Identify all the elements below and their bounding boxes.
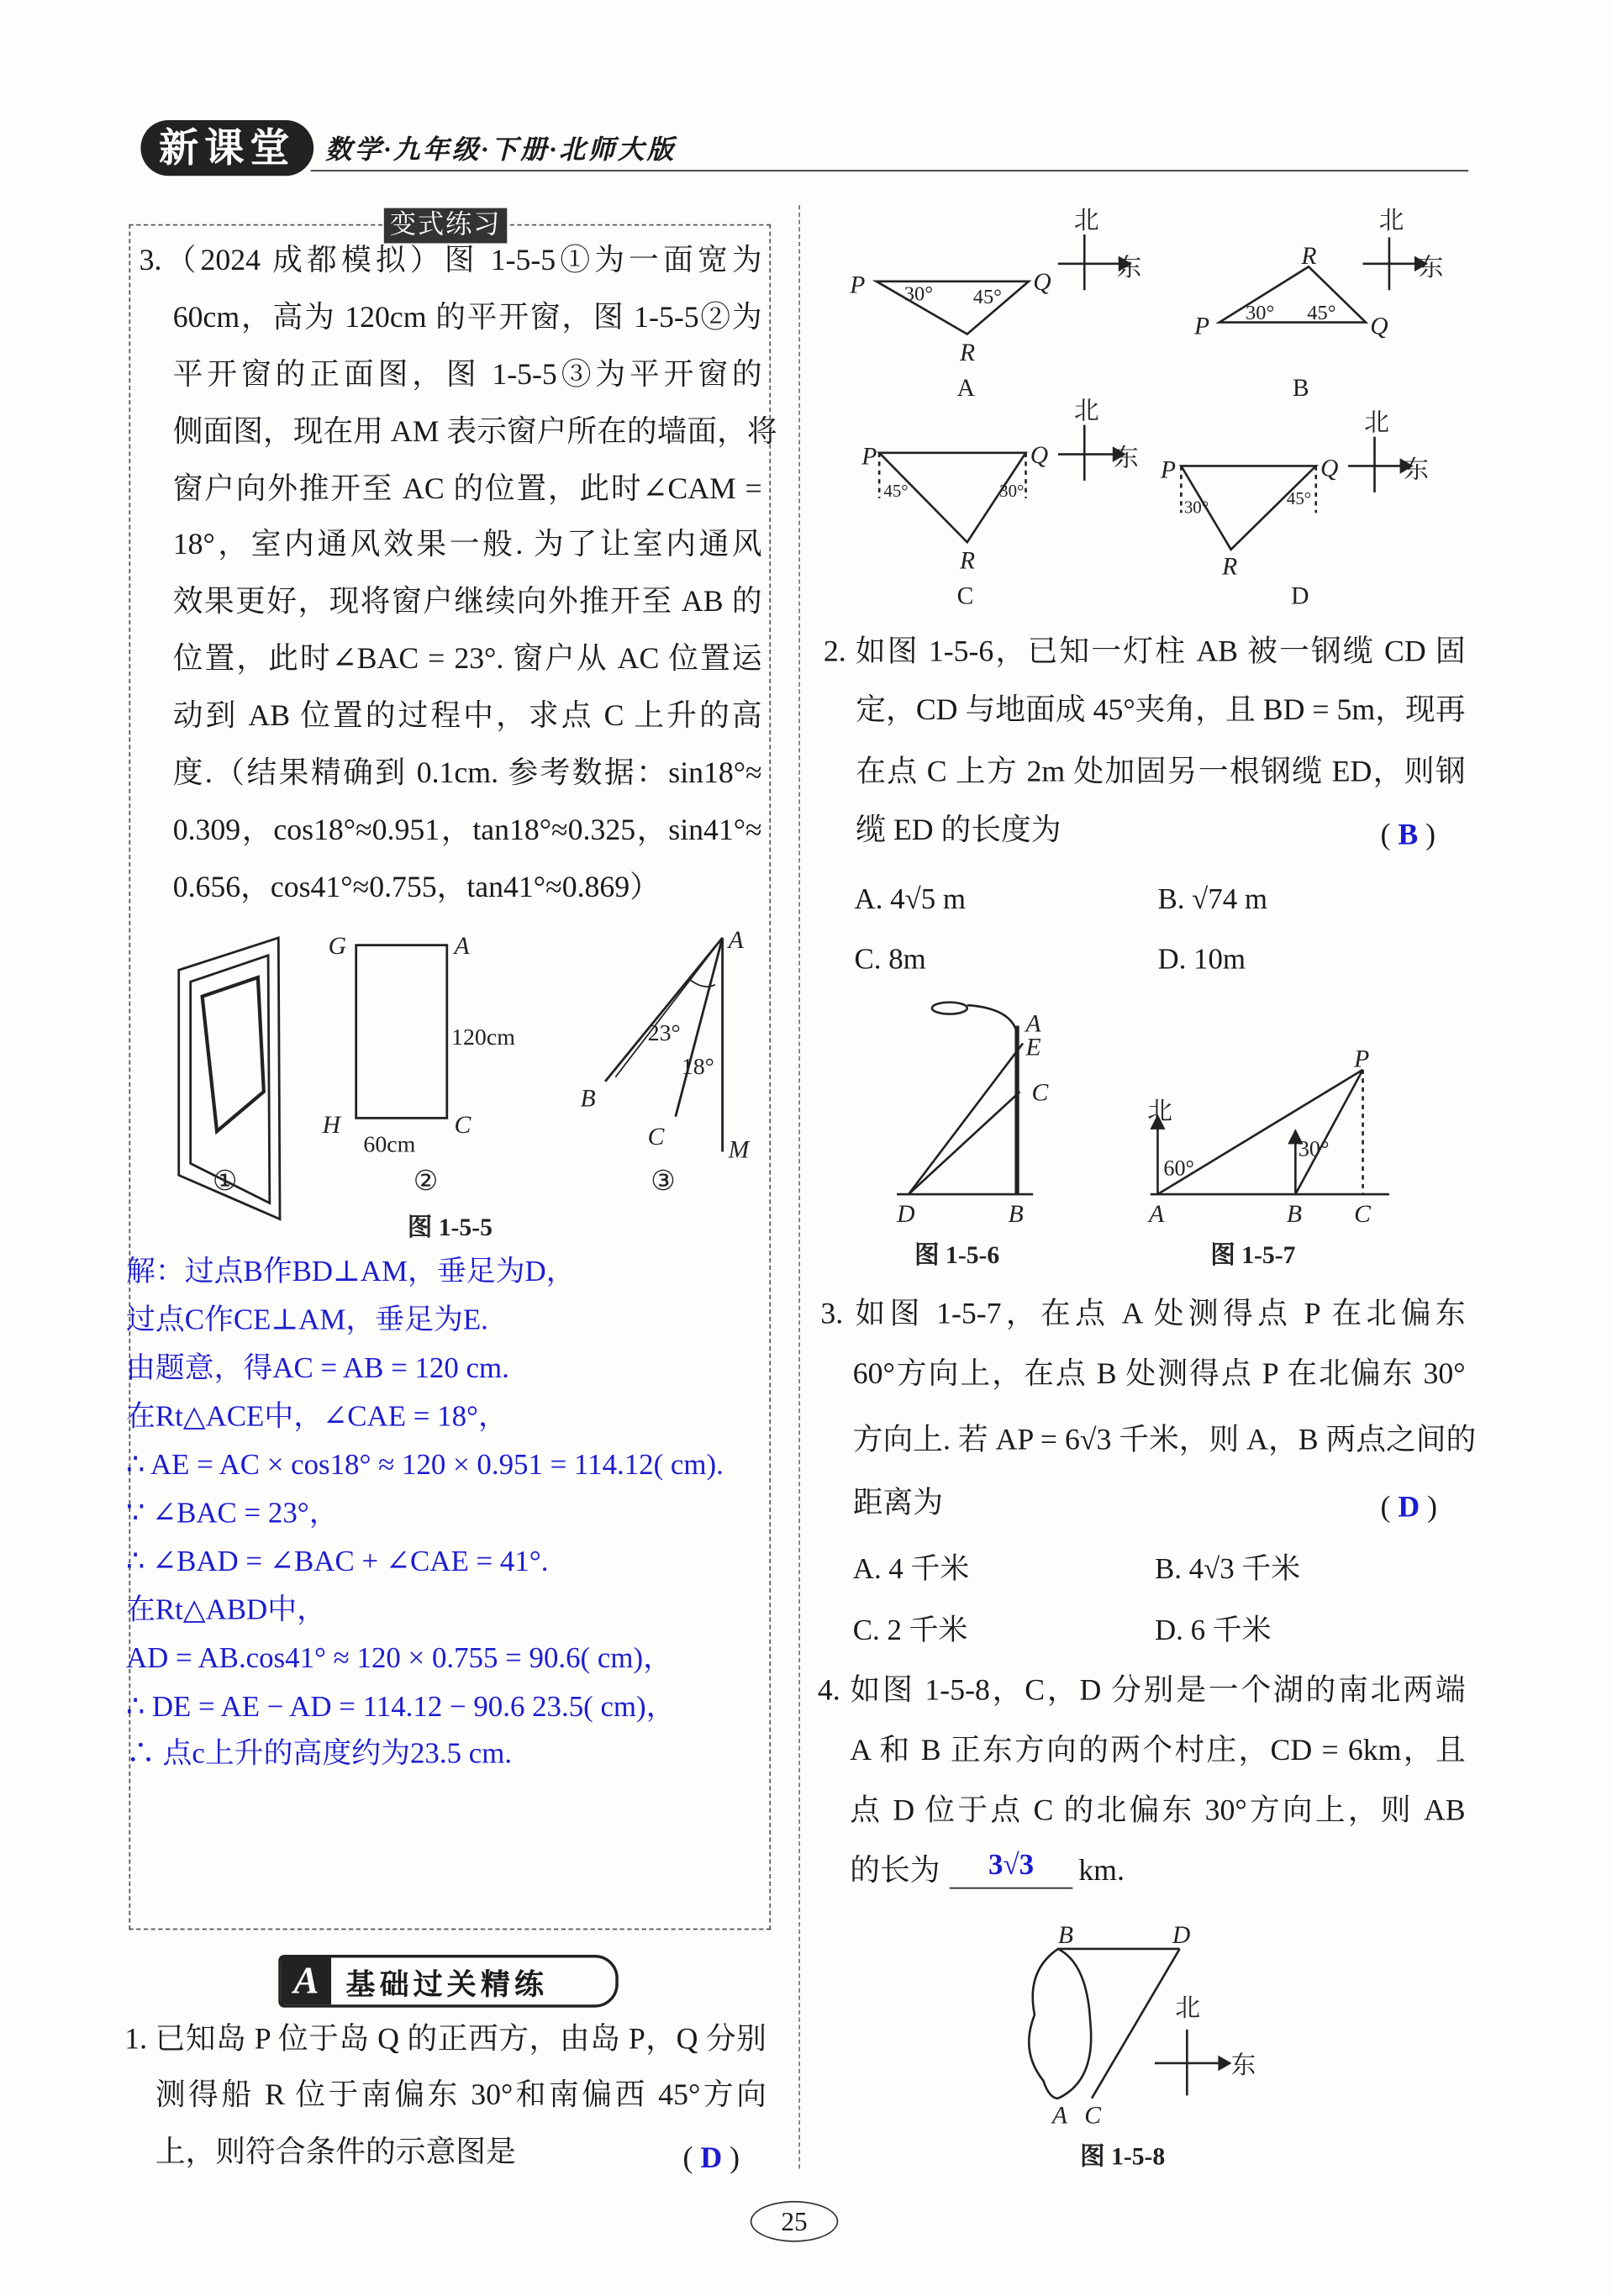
text-line: 位置，此时∠BAC = 23°. 窗户从 AC 位置运: [172, 643, 762, 676]
solution-line: ∴ ∠BAD = ∠BAC + ∠CAE = 41°.: [125, 1546, 549, 1578]
option-b: B. √74 m: [1157, 883, 1267, 916]
text-line: A 和 B 正东方向的两个村庄，CD = 6km，且: [850, 1735, 1466, 1767]
text-line: 3.（2024 成都模拟）图 1-5-5①为一面宽为: [139, 245, 762, 277]
figure-1-5-7: [1147, 1045, 1389, 1269]
text-line: 3. 如图 1-5-7，在点 A 处测得点 P 在北偏东: [820, 1298, 1466, 1331]
label-D: D: [897, 1201, 915, 1229]
solution-line: 在Rt△ABD中，: [125, 1594, 326, 1627]
section-a-title: 基础过关精练: [345, 1966, 549, 2002]
q3-answer: D: [1398, 1491, 1420, 1525]
label: P: [1160, 456, 1177, 484]
label-H: H: [322, 1111, 340, 1139]
label-C: C: [1031, 1079, 1049, 1107]
option-a: A. 4 千米: [852, 1553, 970, 1586]
text-line: 点 D 位于点 C 的北偏东 30°方向上，则 AB: [850, 1794, 1466, 1828]
label: R: [960, 547, 976, 575]
option-a: A. 4√5 m: [854, 883, 967, 916]
text-line: 缆 ED 的长度为: [856, 814, 1061, 847]
label-A: A: [1051, 2102, 1068, 2130]
east-label: 东: [1418, 254, 1444, 282]
text-line: 方向上. 若 AP = 6√3 千米，则 A，B 两点之间的: [852, 1424, 1477, 1457]
label-fig-2: ②: [413, 1165, 439, 1197]
solution-line: ∵ ∠BAC = 23°，: [125, 1497, 339, 1530]
text-line: 4. 如图 1-5-8，C，D 分别是一个湖的南北两端: [817, 1674, 1466, 1708]
label-C: C: [1354, 1201, 1371, 1229]
answer-bracket: ( D ): [682, 2142, 740, 2175]
label-P: P: [1354, 1045, 1370, 1073]
figure-caption: 图 1-5-5: [407, 1214, 493, 1241]
label-A: A: [454, 933, 470, 961]
label-fig-1: ①: [212, 1165, 238, 1197]
answer-bracket: ( B ): [1380, 819, 1436, 852]
label-B: B: [1057, 1922, 1073, 1950]
text-line: 平开窗的正面图，图 1-5-5③为平开窗的: [172, 359, 762, 392]
label-M3: M: [728, 1136, 750, 1164]
logo: 新课堂: [140, 120, 313, 176]
text-line: 定，CD 与地面成 45°夹角，且 BD = 5m，现再: [856, 694, 1466, 727]
option-label: C: [956, 582, 974, 610]
solution-line: ∴ AE = AC × cos18° ≈ 120 × 0.951 = 114.12( cm).: [125, 1449, 724, 1482]
label-B: B: [1286, 1201, 1302, 1229]
solution-line: 在Rt△ACE中，∠CAE = 18°，: [125, 1400, 508, 1434]
text-line: 2. 如图 1-5-6，已知一灯柱 AB 被一钢缆 CD 固: [823, 635, 1466, 669]
label: 45°: [972, 285, 1002, 308]
label: P: [861, 443, 877, 471]
figure-caption: 图 1-5-7: [1210, 1241, 1296, 1269]
label-B3: B: [580, 1085, 596, 1113]
figure-1-5-8: [1029, 1922, 1256, 2170]
text-line: 效果更好，现将窗户继续向外推开至 AB 的: [172, 586, 762, 619]
text-line: 上，则符合条件的示意图是: [155, 2136, 516, 2169]
label-angle-60: 60°: [1163, 1156, 1195, 1181]
label: R: [1222, 553, 1238, 581]
north-label: 北: [1378, 208, 1404, 235]
label: 45°: [1307, 302, 1336, 325]
text-line: 18°，室内通风效果一般. 为了让室内通风: [172, 529, 762, 561]
label-angle-30: 30°: [1298, 1136, 1330, 1161]
solution-line: 由题意，得AC = AB = 120 cm.: [125, 1352, 509, 1385]
label: Q: [1370, 313, 1388, 340]
option-d: D. 6 千米: [1154, 1614, 1272, 1647]
variant-badge: 变式练习: [384, 208, 507, 244]
label-G: G: [328, 933, 346, 961]
text-line: 距离为: [852, 1487, 944, 1520]
label: 45°: [883, 481, 909, 502]
solution-line: 过点C作CE⊥AM，垂足为E.: [125, 1303, 488, 1337]
option-label: B: [1292, 374, 1309, 402]
label-width: 60cm: [363, 1131, 416, 1158]
label: 30°: [1183, 497, 1209, 518]
label: R: [1301, 242, 1317, 270]
solution-line: AD = AB.cos41° ≈ 120 × 0.755 = 90.6( cm)，: [125, 1642, 672, 1675]
label: 30°: [999, 481, 1025, 502]
north-label: 北: [1074, 398, 1099, 425]
label: 45°: [1286, 487, 1312, 508]
text-line: 窗户向外推开至 AC 的位置，此时∠CAM =: [172, 473, 762, 506]
north-label: 北: [1364, 409, 1389, 437]
east-label: 东: [1114, 445, 1139, 472]
solution-line: ∴ 点c上升的高度约为23.5 cm.: [125, 1737, 513, 1771]
text-line: 度.（结果精确到 0.1cm. 参考数据：sin18°≈: [172, 757, 762, 790]
label: Q: [1033, 269, 1051, 297]
figure-caption: 图 1-5-8: [1080, 2143, 1166, 2171]
text-line: 测得船 R 位于南偏东 30°和南偏西 45°方向: [155, 2079, 766, 2112]
label-height: 120cm: [451, 1024, 515, 1051]
label-A: A: [1025, 1010, 1041, 1038]
figure-caption: 图 1-5-6: [914, 1241, 1000, 1269]
label-E: E: [1025, 1034, 1041, 1061]
label-C3: C: [647, 1123, 665, 1151]
label-C: C: [454, 1111, 471, 1139]
book-subtitle: 数学·九年级·下册·北师大版: [325, 134, 677, 165]
label-A3: A: [728, 927, 744, 955]
solution-line: 解：过点B作BD⊥AM，垂足为D，: [125, 1256, 576, 1288]
label-A: A: [1148, 1201, 1165, 1229]
text-line: 1. 已知岛 P 位于岛 Q 的正西方，由岛 P，Q 分别: [124, 2023, 766, 2056]
option-d: D. 10m: [1157, 943, 1246, 977]
text-line: 动到 AB 位置的过程中，求点 C 上升的高: [172, 700, 762, 733]
solution-line: ∴ DE = AE − AD = 114.12 − 90.6 23.5( cm)，: [125, 1691, 676, 1724]
q4-answer: 3√3: [988, 1849, 1035, 1882]
text-line: 0.656，cos41°≈0.755，tan41°≈0.869）: [172, 872, 660, 904]
text-line: 0.309，cos18°≈0.951，tan18°≈0.325，sin41°≈: [172, 814, 762, 847]
text-line: 在点 C 上方 2m 处加固另一根钢缆 ED，则钢: [856, 756, 1466, 789]
east-label: 东: [1230, 2052, 1256, 2080]
label-C: C: [1084, 2102, 1102, 2130]
north-label: 北: [1147, 1098, 1172, 1126]
answer-unit: km.: [1078, 1855, 1125, 1888]
east-label: 东: [1116, 254, 1142, 282]
text-line: 60cm，高为 120cm 的平开窗，图 1-5-5②为: [172, 302, 762, 334]
label-angle-18: 18°: [681, 1054, 714, 1081]
option-label: A: [956, 374, 975, 402]
label: P: [1194, 313, 1210, 340]
label-fig-3: ③: [651, 1165, 676, 1197]
label: 30°: [903, 282, 933, 306]
label: Q: [1030, 441, 1049, 469]
figure-1-5-6: [896, 1003, 1049, 1269]
label: P: [850, 271, 866, 299]
east-label: 东: [1404, 456, 1429, 484]
label: R: [960, 339, 976, 366]
q1-answer: D: [700, 2142, 723, 2175]
label-D: D: [1172, 1922, 1191, 1950]
option-b: B. 4√3 千米: [1154, 1553, 1301, 1586]
north-label: 北: [1175, 1995, 1200, 2023]
page-number: 25: [751, 2201, 839, 2242]
text-line: 的长为: [850, 1855, 940, 1888]
answer-bracket: ( D ): [1380, 1491, 1437, 1525]
text-line: 60°方向上，在点 B 处测得点 P 在北偏东 30°: [852, 1358, 1466, 1391]
section-a-badge: A: [282, 1957, 331, 2004]
option-label: D: [1291, 582, 1309, 610]
q4-answer-blank: [950, 1849, 1072, 1888]
q2-answer: B: [1398, 819, 1419, 852]
label-angle-23: 23°: [647, 1019, 681, 1046]
label-B: B: [1008, 1201, 1024, 1229]
option-c: C. 8m: [854, 943, 926, 977]
north-label: 北: [1074, 208, 1099, 235]
option-c: C. 2 千米: [852, 1614, 968, 1647]
label: 30°: [1246, 302, 1275, 325]
text-line: 侧面图，现在用 AM 表示窗户所在的墙面，将: [172, 416, 777, 449]
label: Q: [1320, 455, 1339, 482]
